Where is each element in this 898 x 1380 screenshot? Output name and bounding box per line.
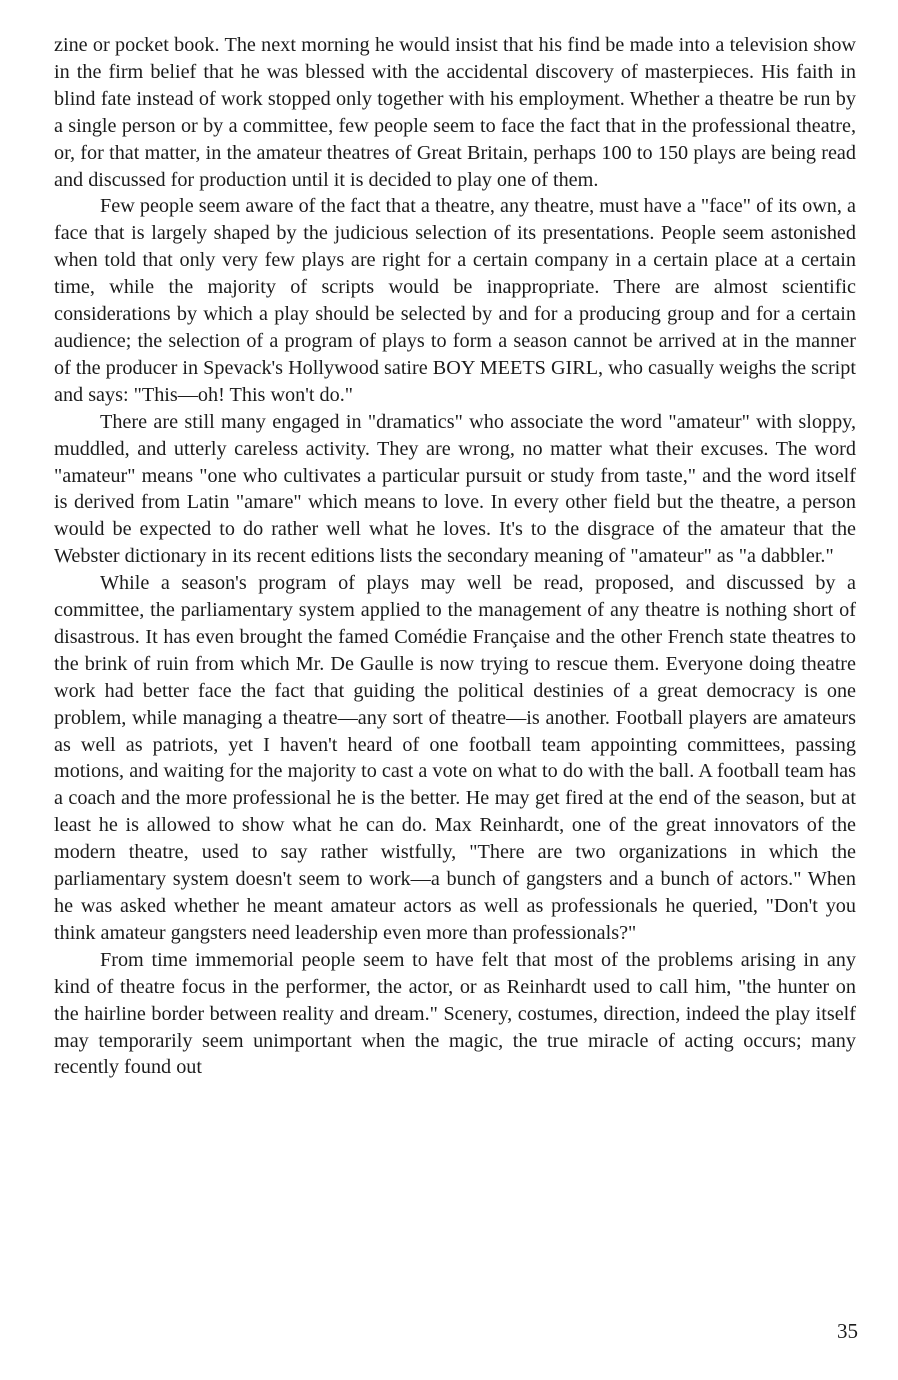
- paragraph-2: Few people seem aware of the fact that a theatre, any theatre, must have a "face" of its own, a face that is largely shaped by the judicious selection of its presentations. People seem astonished when told that only very few plays are right for a certain company in a certain place at a certain time, while the majority of scripts would be inappropriate. There are almost scientific considerations by which a play should be selected by and for a producing group and for a certain audience; the selection of a program of plays to form a season cannot be arrived at in the manner of the producer in Spevack's Hollywood satire BOY MEETS GIRL, who casually weighs the script and says: "This—oh! This won't do.": [54, 195, 856, 406]
- paragraph-3: There are still many engaged in "dramatics" who associate the word "amateur" with sloppy, muddled, and utterly careless activity. They are wrong, no matter what their excuses. The word "amateur" means "one who cultivates a particular pursuit or study from taste," and the word itself is derived from Latin "amare" which means to love. In every other field but the theatre, a person would be expected to do rather well what he loves. It's to the disgrace of the amateur that the Webster dictionary in its recent editions lists the secondary meaning of "amateur" as "a dabbler.": [54, 410, 856, 568]
- paragraph-1: zine or pocket book. The next morning he would insist that his find be made into a television show in the firm belief that he was blessed with the accidental discovery of masterpieces. His faith in blind fate instead of work stopped only together with his employment. Whether a theatre be run by a single person or by a committee, few people seem to face the fact that in the professional theatre, or, for that matter, in the amateur theatres of Great Britain, perhaps 100 to 150 plays are being read and discussed for production until it is decided to play one of them.: [54, 34, 856, 191]
- paragraph-5: From time immemorial people seem to have felt that most of the problems arising in any kind of theatre focus in the performer, the actor, or as Reinhardt used to call him, "the hunter on the hairline border between reality and dream." Scenery, costumes, direction, indeed the play itself may temporarily seem unimportant when the magic, the true miracle of acting occurs; many recently found out: [54, 948, 856, 1079]
- page-number: 35: [837, 1319, 858, 1343]
- page-text: [54, 32, 856, 1081]
- paragraph-4: While a season's program of plays may well be read, proposed, and discussed by a committee, the parliamentary system applied to the management of any theatre is nothing short of disastrous. It has even brought the famed Comédie Française and the other French state theatres to the brink of ruin from which Mr. De Gaulle is now trying to rescue them. Everyone doing theatre work had better face the fact that guiding the political destinies of a great democracy is one problem, while managing a theatre—any sort of theatre—is another. Football players are amateurs as well as patriots, yet I haven't heard of one football team appointing committees, passing motions, and waiting for the majority to cast a vote on what to do with the ball. A football team has a coach and the more professional he is the better. He may get fired at the end of the season, but at least he is allowed to show what he can do. Max Reinhardt, one of the great innovators of the modern theatre, used to say rather wistfully, "There are two organizations in which the parliamentary system doesn't seem to work—a bunch of gangsters and a bunch of actors." When he was asked whether he meant amateur actors as well as professionals he queried, "Don't you think amateur gangsters need leadership even more than professionals?": [54, 572, 856, 944]
